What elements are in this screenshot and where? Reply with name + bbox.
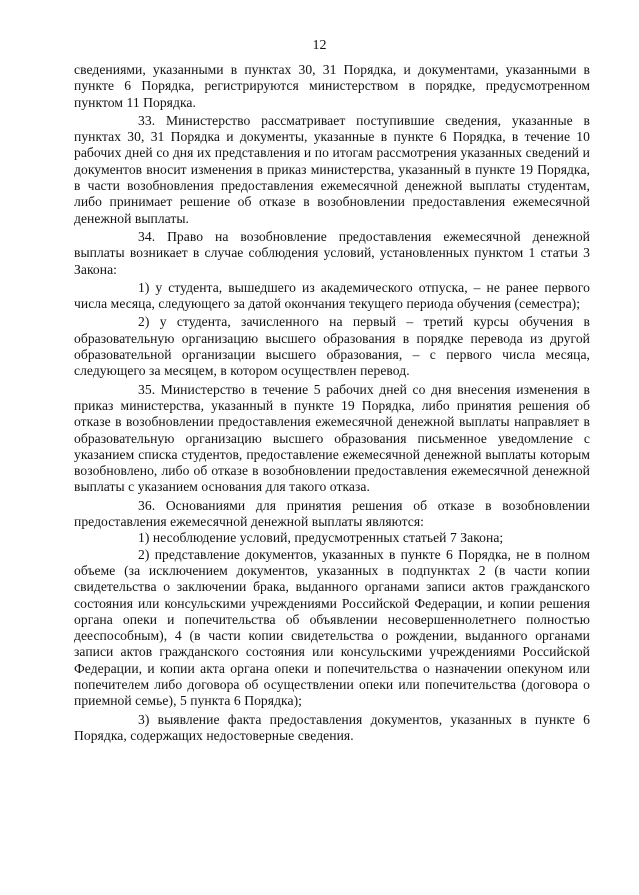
paragraph-36: 36. Основаниями для принятия решения об отказе в возобновлении предоставления ежемесячной денежной выплаты являются: bbox=[74, 497, 590, 530]
paragraph-34-item-1: 1) у студента, вышедшего из академического отпуска, – не ранее первого числа месяца, следующего за датой окончания текущего периода обучения (семестра); bbox=[74, 279, 590, 312]
paragraph-36-item-3: 3) выявление факта предоставления документов, указанных в пункте 6 Порядка, содержащих недостоверные сведения. bbox=[74, 711, 590, 743]
paragraph-34-item-2: 2) у студента, зачисленного на первый – третий курсы обучения в образовательную организацию высшего образования в порядке перевода из другой образовательной организации высшего образования, – с первого числа месяца, следующего за месяцем, в котором осуществлен перевод. bbox=[74, 314, 590, 379]
paragraph-36-item-1: 1) несоблюдение условий, предусмотренных статьей 7 Закона; bbox=[138, 530, 504, 546]
paragraph-continuation: сведениями, указанными в пунктах 30, 31 Порядка, и документами, указанными в пункте 6 Порядка, регистрируются министерством в порядке, предусмотренном пунктом 11 Порядка. bbox=[74, 62, 590, 110]
page-number: 12 bbox=[312, 38, 327, 53]
paragraph-35: 35. Министерство в течение 5 рабочих дней со дня внесения изменения в приказ министерства, указанный в пункте 19 Порядка, либо принятия решения об отказе в возобновлении предоставления ежемесячной денежной выплаты направляет в образовательную организацию высшего образования письменное уведомление с указанием списка студентов, предоставление ежемесячной денежной выплаты которым возобновлено, либо об отказе в возобновлении предоставления ежемесячной денежной выплаты с указанием основания для такого отказа. bbox=[74, 381, 590, 495]
paragraph-34: 34. Право на возобновление предоставления ежемесячной денежной выплаты возникает в случае соблюдения условий, установленных пунктом 1 статьи 3 Закона: bbox=[74, 228, 590, 277]
paragraph-36-item-2: 2) представление документов, указанных в пункте 6 Порядка, не в полном объеме (за исключением документов, указанных в подпунктах 2 (в части копии свидетельства о заключении брака, выданного органами записи актов гражданского состояния или консульскими учреждениями Российской Федерации, и копии решения органа опеки и попечительства об объявлении несовершеннолетнего полностью дееспособным), 4 (в части копии свидетельства о рождении, выданного органами записи актов гражданского состояния или консульскими учреждениями Российской Федерации, и копии акта органа опеки и попечительства о назначении опекуном или попечителем либо договора об осуществлении опеки или попечительства (договора о приемной семье), 5 пункта 6 Порядка); bbox=[74, 546, 590, 709]
paragraph-33: 33. Министерство рассматривает поступившие сведения, указанные в пунктах 30, 31 Порядка и документы, указанные в пункте 6 Порядка, в течение 10 рабочих дней со дня их представления и по итогам рассмотрения указанных сведений и документов вносит изменения в приказ министерства, указанный в пункте 19 Порядка, в части возобновления предоставления ежемесячной денежной выплаты студентам, либо принимает решение об отказе в возобновлении предоставления ежемесячной денежной выплаты. bbox=[74, 112, 590, 226]
document-body bbox=[74, 62, 590, 744]
